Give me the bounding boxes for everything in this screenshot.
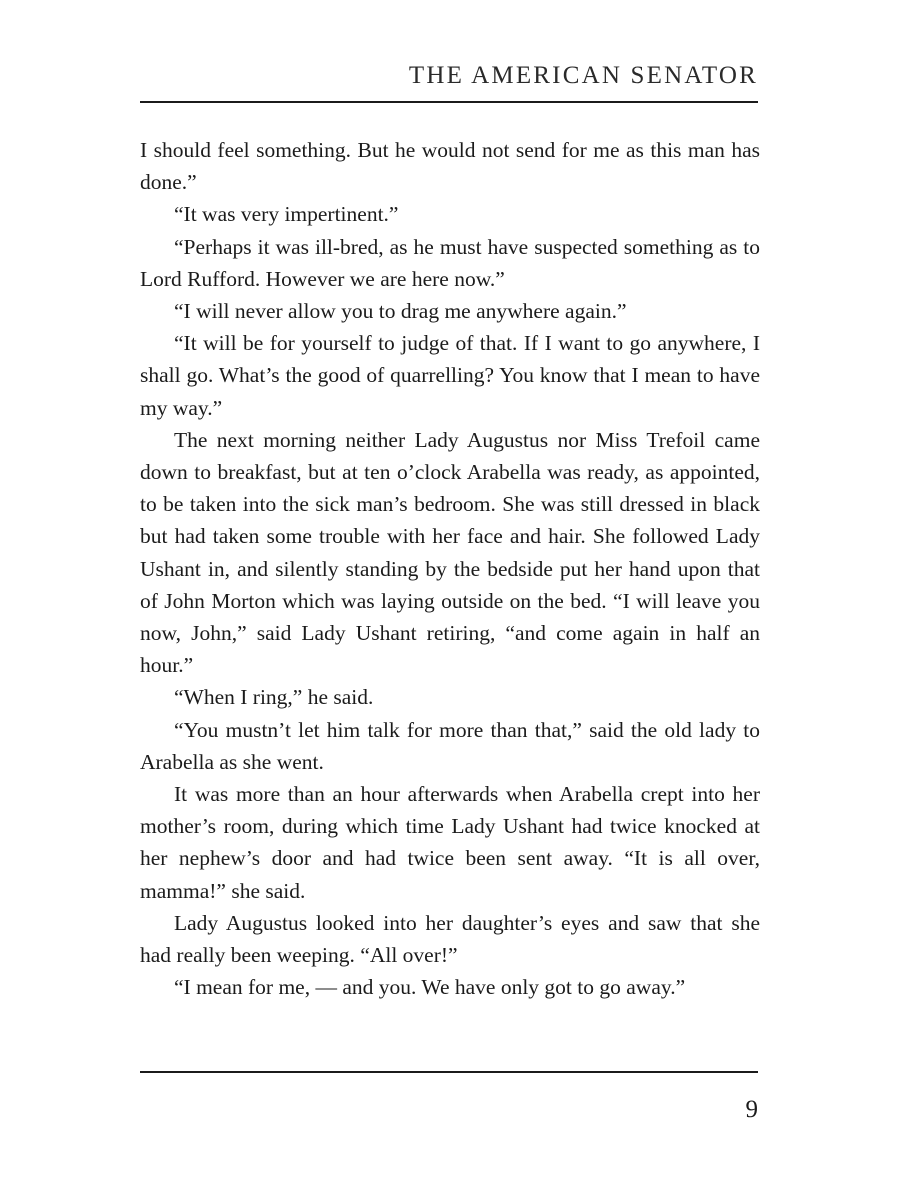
paragraph: I should feel something. But he would not send for me as this man has done.” [140, 138, 760, 195]
paragraph: “You mustn’t let him talk for more than that,” said the old lady to Arabella as she went. [140, 717, 760, 774]
page-number: 9 [745, 1096, 758, 1123]
paragraph: “Perhaps it was ill-bred, as he must have suspected something as to Lord Rufford. However we are here now.” [140, 234, 760, 291]
running-head: THE AMERICAN SENATOR [408, 62, 758, 89]
paragraph: Lady Augustus looked into her daughter’s eyes and saw that she had really been weeping. “All over!” [140, 910, 760, 968]
paragraph: The next morning neither Lady Augustus nor Miss Trefoil came down to breakfast, but at ten o’clock Arabella was ready, as appointed, to be taken into the sick man’s bedroom. She was still dressed in black but had taken some trouble with her face and hair. She followed Lady Ushant in, and silently standing by the bedside put her hand upon that of John Morton which was laying outside on the bed. “I will leave you now, John,” said Lady Ushant retiring, “and come again in half an hour.” [140, 427, 760, 678]
paragraph: “It was very impertinent.” [174, 202, 399, 227]
paragraph: “It will be for yourself to judge of that. If I want to go anywhere, I shall go. What’s the good of quarrelling? You know that I mean to have my way.” [140, 331, 760, 420]
paragraph: “When I ring,” he said. [174, 685, 374, 710]
paragraph: It was more than an hour afterwards when Arabella crept into her mother’s room, during which time Lady Ushant had twice knocked at her nephew’s door and had twice been sent away. “It is all over, mamma!” she said. [140, 782, 760, 903]
page-body [140, 134, 760, 1003]
paragraph: “I will never allow you to drag me anywhere again.” [174, 299, 627, 324]
paragraph: “I mean for me, — and you. We have only got to go away.” [174, 975, 686, 1000]
header-rule [140, 101, 758, 103]
footer-rule [140, 1071, 758, 1073]
